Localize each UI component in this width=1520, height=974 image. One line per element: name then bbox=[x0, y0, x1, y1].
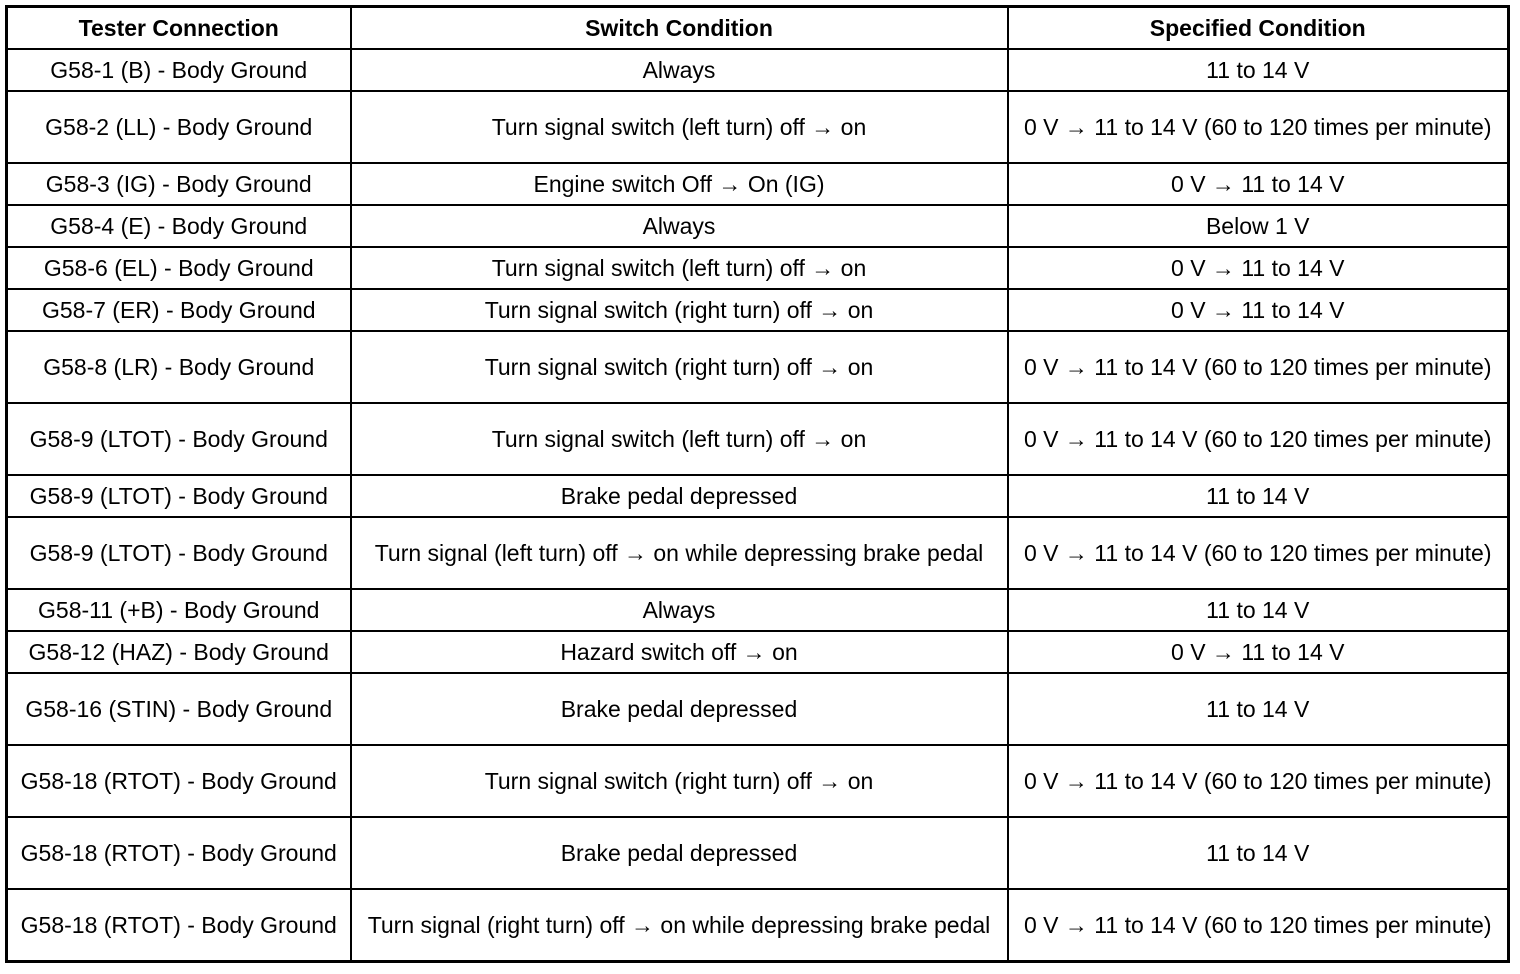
table-row bbox=[7, 817, 1509, 889]
specified-condition-cell: 11 to 14 V bbox=[1008, 49, 1509, 91]
table-row bbox=[7, 247, 1509, 289]
tester-connection-cell: G58-4 (E) - Body Ground bbox=[7, 205, 351, 247]
specified-condition-cell: 0 V → 11 to 14 V (60 to 120 times per minute) bbox=[1008, 745, 1509, 817]
table-row bbox=[7, 475, 1509, 517]
table-row bbox=[7, 49, 1509, 91]
switch-condition-cell: Turn signal switch (left turn) off → on bbox=[351, 403, 1008, 475]
tester-connection-cell: G58-9 (LTOT) - Body Ground bbox=[7, 403, 351, 475]
tester-connection-cell: G58-8 (LR) - Body Ground bbox=[7, 331, 351, 403]
tester-connection-cell: G58-9 (LTOT) - Body Ground bbox=[7, 475, 351, 517]
specified-condition-cell: 0 V → 11 to 14 V (60 to 120 times per minute) bbox=[1008, 331, 1509, 403]
specified-condition-cell: 11 to 14 V bbox=[1008, 673, 1509, 745]
switch-condition-cell: Turn signal (left turn) off → on while depressing brake pedal bbox=[351, 517, 1008, 589]
switch-condition-cell: Brake pedal depressed bbox=[351, 817, 1008, 889]
specified-condition-cell: 11 to 14 V bbox=[1008, 589, 1509, 631]
switch-condition-cell: Turn signal switch (left turn) off → on bbox=[351, 91, 1008, 163]
switch-condition-cell: Turn signal switch (left turn) off → on bbox=[351, 247, 1008, 289]
tester-connection-cell: G58-16 (STIN) - Body Ground bbox=[7, 673, 351, 745]
table-row bbox=[7, 673, 1509, 745]
switch-condition-cell: Always bbox=[351, 49, 1008, 91]
tester-connection-cell: G58-11 (+B) - Body Ground bbox=[7, 589, 351, 631]
specified-condition-cell: 0 V → 11 to 14 V bbox=[1008, 631, 1509, 673]
specified-condition-cell: 0 V → 11 to 14 V (60 to 120 times per minute) bbox=[1008, 403, 1509, 475]
tester-connection-cell: G58-18 (RTOT) - Body Ground bbox=[7, 817, 351, 889]
switch-condition-cell: Brake pedal depressed bbox=[351, 673, 1008, 745]
table-row bbox=[7, 163, 1509, 205]
switch-condition-cell: Engine switch Off → On (IG) bbox=[351, 163, 1008, 205]
inspection-table-sheet bbox=[5, 5, 1507, 967]
tester-connection-cell: G58-7 (ER) - Body Ground bbox=[7, 289, 351, 331]
table-row bbox=[7, 517, 1509, 589]
switch-condition-cell: Turn signal switch (right turn) off → on bbox=[351, 745, 1008, 817]
table-row bbox=[7, 205, 1509, 247]
specified-condition-cell: 0 V → 11 to 14 V bbox=[1008, 163, 1509, 205]
switch-condition-cell: Always bbox=[351, 205, 1008, 247]
tester-connection-cell: G58-3 (IG) - Body Ground bbox=[7, 163, 351, 205]
header-specified-condition: Specified Condition bbox=[1008, 7, 1509, 50]
header-tester-connection: Tester Connection bbox=[7, 7, 351, 50]
table-row bbox=[7, 331, 1509, 403]
header-switch-condition: Switch Condition bbox=[351, 7, 1008, 50]
specified-condition-cell: 11 to 14 V bbox=[1008, 817, 1509, 889]
terminal-inspection-table bbox=[5, 5, 1510, 963]
tester-connection-cell: G58-6 (EL) - Body Ground bbox=[7, 247, 351, 289]
tester-connection-cell: G58-1 (B) - Body Ground bbox=[7, 49, 351, 91]
specified-condition-cell: 0 V → 11 to 14 V (60 to 120 times per minute) bbox=[1008, 91, 1509, 163]
table-row bbox=[7, 889, 1509, 962]
specified-condition-cell: 0 V → 11 to 14 V (60 to 120 times per minute) bbox=[1008, 889, 1509, 962]
specified-condition-cell: 0 V → 11 to 14 V bbox=[1008, 289, 1509, 331]
tester-connection-cell: G58-18 (RTOT) - Body Ground bbox=[7, 745, 351, 817]
specified-condition-cell: Below 1 V bbox=[1008, 205, 1509, 247]
specified-condition-cell: 11 to 14 V bbox=[1008, 475, 1509, 517]
tester-connection-cell: G58-2 (LL) - Body Ground bbox=[7, 91, 351, 163]
table-row bbox=[7, 289, 1509, 331]
table-row bbox=[7, 631, 1509, 673]
switch-condition-cell: Turn signal switch (right turn) off → on bbox=[351, 289, 1008, 331]
switch-condition-cell: Hazard switch off → on bbox=[351, 631, 1008, 673]
switch-condition-cell: Always bbox=[351, 589, 1008, 631]
switch-condition-cell: Turn signal switch (right turn) off → on bbox=[351, 331, 1008, 403]
specified-condition-cell: 0 V → 11 to 14 V (60 to 120 times per minute) bbox=[1008, 517, 1509, 589]
table-header-row bbox=[7, 7, 1509, 50]
tester-connection-cell: G58-18 (RTOT) - Body Ground bbox=[7, 889, 351, 962]
table-row bbox=[7, 745, 1509, 817]
switch-condition-cell: Turn signal (right turn) off → on while depressing brake pedal bbox=[351, 889, 1008, 962]
switch-condition-cell: Brake pedal depressed bbox=[351, 475, 1008, 517]
specified-condition-cell: 0 V → 11 to 14 V bbox=[1008, 247, 1509, 289]
tester-connection-cell: G58-9 (LTOT) - Body Ground bbox=[7, 517, 351, 589]
table-row bbox=[7, 589, 1509, 631]
table-row bbox=[7, 403, 1509, 475]
tester-connection-cell: G58-12 (HAZ) - Body Ground bbox=[7, 631, 351, 673]
table-row bbox=[7, 91, 1509, 163]
